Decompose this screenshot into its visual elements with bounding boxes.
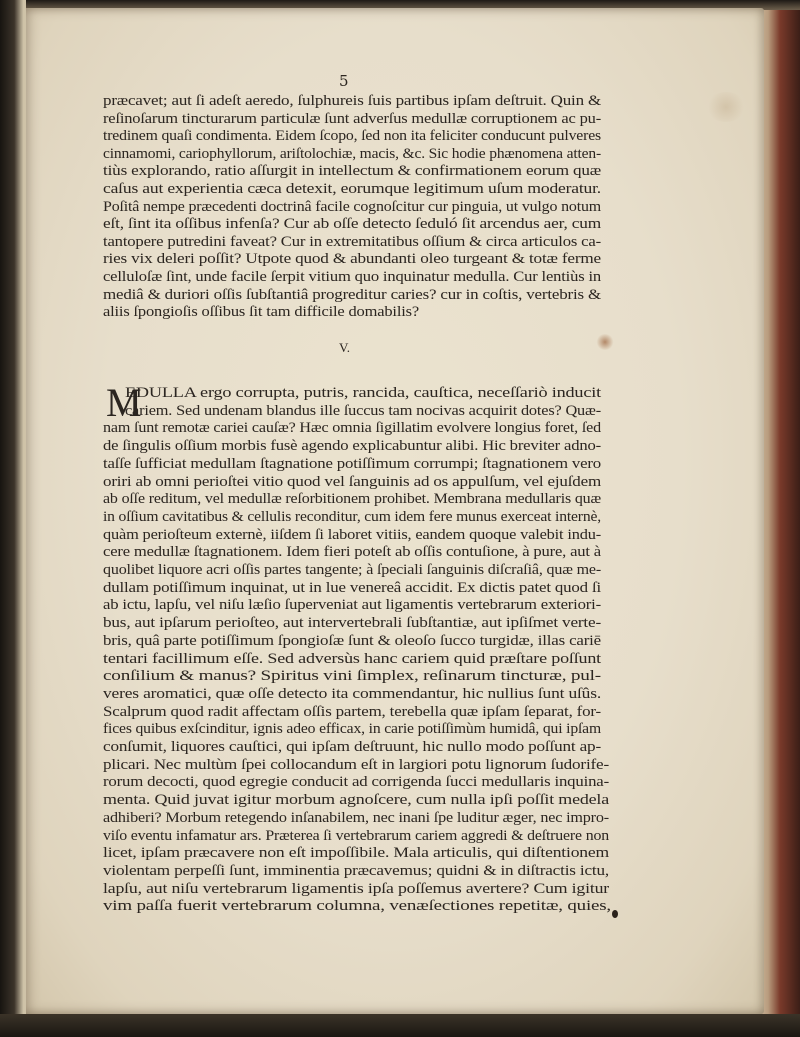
- text-line: in oſſium cavitatibus & cellulis reconditur, cum idem fere munus exerceat internè,: [103, 508, 601, 525]
- text-line: Scalprum quod radit affectam oſſis partem, terebella quæ ipſam ſeparat, for-: [103, 703, 601, 720]
- text-line: reſinoſarum tincturarum particulæ ſunt adverſus medullæ corruptionem ac pu-: [103, 110, 601, 127]
- text-line: ries vix deleri poſſit? Utpote quod & abundanti oleo turgeant & totæ ferme: [103, 251, 601, 268]
- text-line: caſus aut experientia cæca detexit, eorumque legitimum uſum moderatur.: [103, 181, 601, 197]
- text-line: de ſingulis oſſium morbis fusè agendo explicabuntur alibi. Hic breviter adno-: [103, 438, 601, 455]
- text-line: dullam potiſſimum inquinat, ut in lue venereâ accidit. Ex dictis patet quod ſi: [103, 579, 601, 596]
- page-number: 5: [339, 72, 349, 90]
- text-line: mediâ & duriori oſſis ſubſtantiâ progreditur caries? cur in coſtis, vertebris &: [103, 286, 601, 303]
- text-line: fices quibus exſcinditur, ignis adeo efficax, in carie potiſſimùm humidâ, qui ipſam: [103, 721, 601, 738]
- stain-mark: [596, 334, 614, 350]
- text-line: viſo eventu infamatur ars. Præterea ſi vertebrarum cariem aggredi & deſtruere non: [103, 827, 609, 844]
- bottom-shadow: [0, 1014, 800, 1037]
- text-line: quolibet liquore acri oſſis partes tangente; à ſpeciali ſanguinis diſcraſiâ, quæ me-: [103, 562, 601, 578]
- text-line: tentari facillimum eſſe. Sed adversùs hanc cariem quid præſtare poſſunt: [103, 650, 601, 667]
- text-line: rorum decocti, quod egregie conducit ad corrigenda ſucci medullaris inquina-: [103, 774, 609, 791]
- foxing-mark: [706, 92, 746, 122]
- text-line: quàm perioſteum externè, iiſdem ſi laboret vitiis, eandem quoque valebit indu-: [103, 526, 601, 543]
- text-line: cere medullæ ſtagnationem. Idem fieri poteſt ab oſſis contuſione, à pure, aut à: [103, 544, 601, 561]
- text-line: lapſu, aut niſu vertebrarum ligamentis ipſa poſſemus avertere? Cum igitur: [103, 880, 609, 897]
- text-line: tiùs explorando, ratio aſſurgit in intellectum & confirmationem eorum quæ: [103, 163, 601, 180]
- text-line: eſt, ſint ita oſſibus infenſa? Cur ab oſſe detecto ſeduló ſit arcendus aer, cum: [103, 216, 601, 233]
- text-line: adhiberi? Morbum retegendo inſanabilem, nec inani ſpe luditur æger, nec impro-: [103, 809, 609, 826]
- text-line: EDULLA ergo corrupta, putris, rancida, cauſtica, neceſſariò inducit: [125, 385, 601, 401]
- book-gutter: [0, 0, 26, 1037]
- text-line: menta. Quid juvat igitur morbum agnoſcere, cum nulla ipſi poſſit medela: [103, 792, 609, 809]
- text-line: conſumit, liquores cauſtici, qui ipſam deſtruunt, hic nullo modo poſſunt ap-: [103, 739, 601, 755]
- text-line: tredinem quaſi condimenta. Eidem ſcopo, ſed non ita feliciter conducunt pulveres: [103, 128, 601, 145]
- text-line: licet, ipſam præcavere non eſt impoſſibile. Mala articulis, qui diſtentionem: [103, 845, 609, 862]
- text-line: bus, aut ipſarum perioſteo, aut intervertebrali ſubſtantiæ, aut ipſiſmet verte-: [103, 615, 601, 632]
- drop-capital: M: [106, 380, 142, 425]
- text-line: Poſitâ nempe præcedenti doctrinâ facile cognoſcitur cur pinguia, ut vulgo notum: [103, 198, 601, 215]
- ink-dot: [612, 910, 618, 918]
- text-line: cariem. Sed undenam blandus ille ſuccus tam nocivas acquirit dotes? Quæ-: [125, 402, 601, 419]
- text-line: vim paſſa fuerit vertebrarum columna, venæſectiones repetitæ, quies,: [103, 898, 611, 915]
- text-line: ab oſſe reditum, vel medullæ reſorbitionem prohibet. Membrana medullaris quæ: [103, 491, 601, 508]
- text-line: plicari. Nec multùm ſpei collocandum eſt in largiori potu lignorum ſudorife-: [103, 756, 609, 773]
- text-line: ab ictu, lapſu, vel niſu læſio ſuperveniat aut ligamentis vertebrarum exteriori-: [103, 597, 601, 614]
- text-line: cinnamomi, cariophyllorum, ariſtolochiæ, macis, &c. Sic hodie phænomena atten-: [103, 145, 601, 162]
- text-line: nam ſunt remotæ cariei cauſæ? Hæc omnia ſigillatim evolvere longius foret, ſed: [103, 420, 601, 437]
- text-line: celluloſæ ſint, unde facile ſerpit vitium quo inquinatur medulla. Cur lentiùs in: [103, 269, 601, 285]
- text-line: præcavet; aut ſi adeſt aeredo, ſulphureis ſuis partibus ipſam deſtruit. Quin &: [103, 93, 601, 109]
- text-line: aliis ſpongioſis oſſibus ſit tam difficile domabilis?: [103, 304, 419, 321]
- section-heading: V.: [339, 340, 350, 355]
- text-line: veres aromatici, quæ oſſe detecto ita commendantur, hic nullius ſunt uſûs.: [103, 685, 601, 702]
- text-line: oriri ab omni perioſtei vitio quod vel ſanguinis ad os appulſum, vel ejuſdem: [103, 473, 601, 490]
- text-line: tantopere putredini faveat? Cur in extremitatibus oſſium & circa articulos ca-: [103, 233, 601, 250]
- text-line: taſſe ſufficiat medullam ſtagnatione potiſſimum corrumpi; ſtagnationem vero: [103, 455, 601, 472]
- text-line: bris, quâ parte potiſſimum ſpongioſæ ſunt & oleoſo ſucco turgidæ, illas cariē: [103, 632, 601, 649]
- text-line: conſilium & manus? Spiritus vini ſimplex, reſinarum tincturæ, pul-: [103, 668, 601, 685]
- text-line: violentam perpeſſi ſunt, imminentia præcavemus; quidni & in diſtractis ictu,: [103, 862, 609, 879]
